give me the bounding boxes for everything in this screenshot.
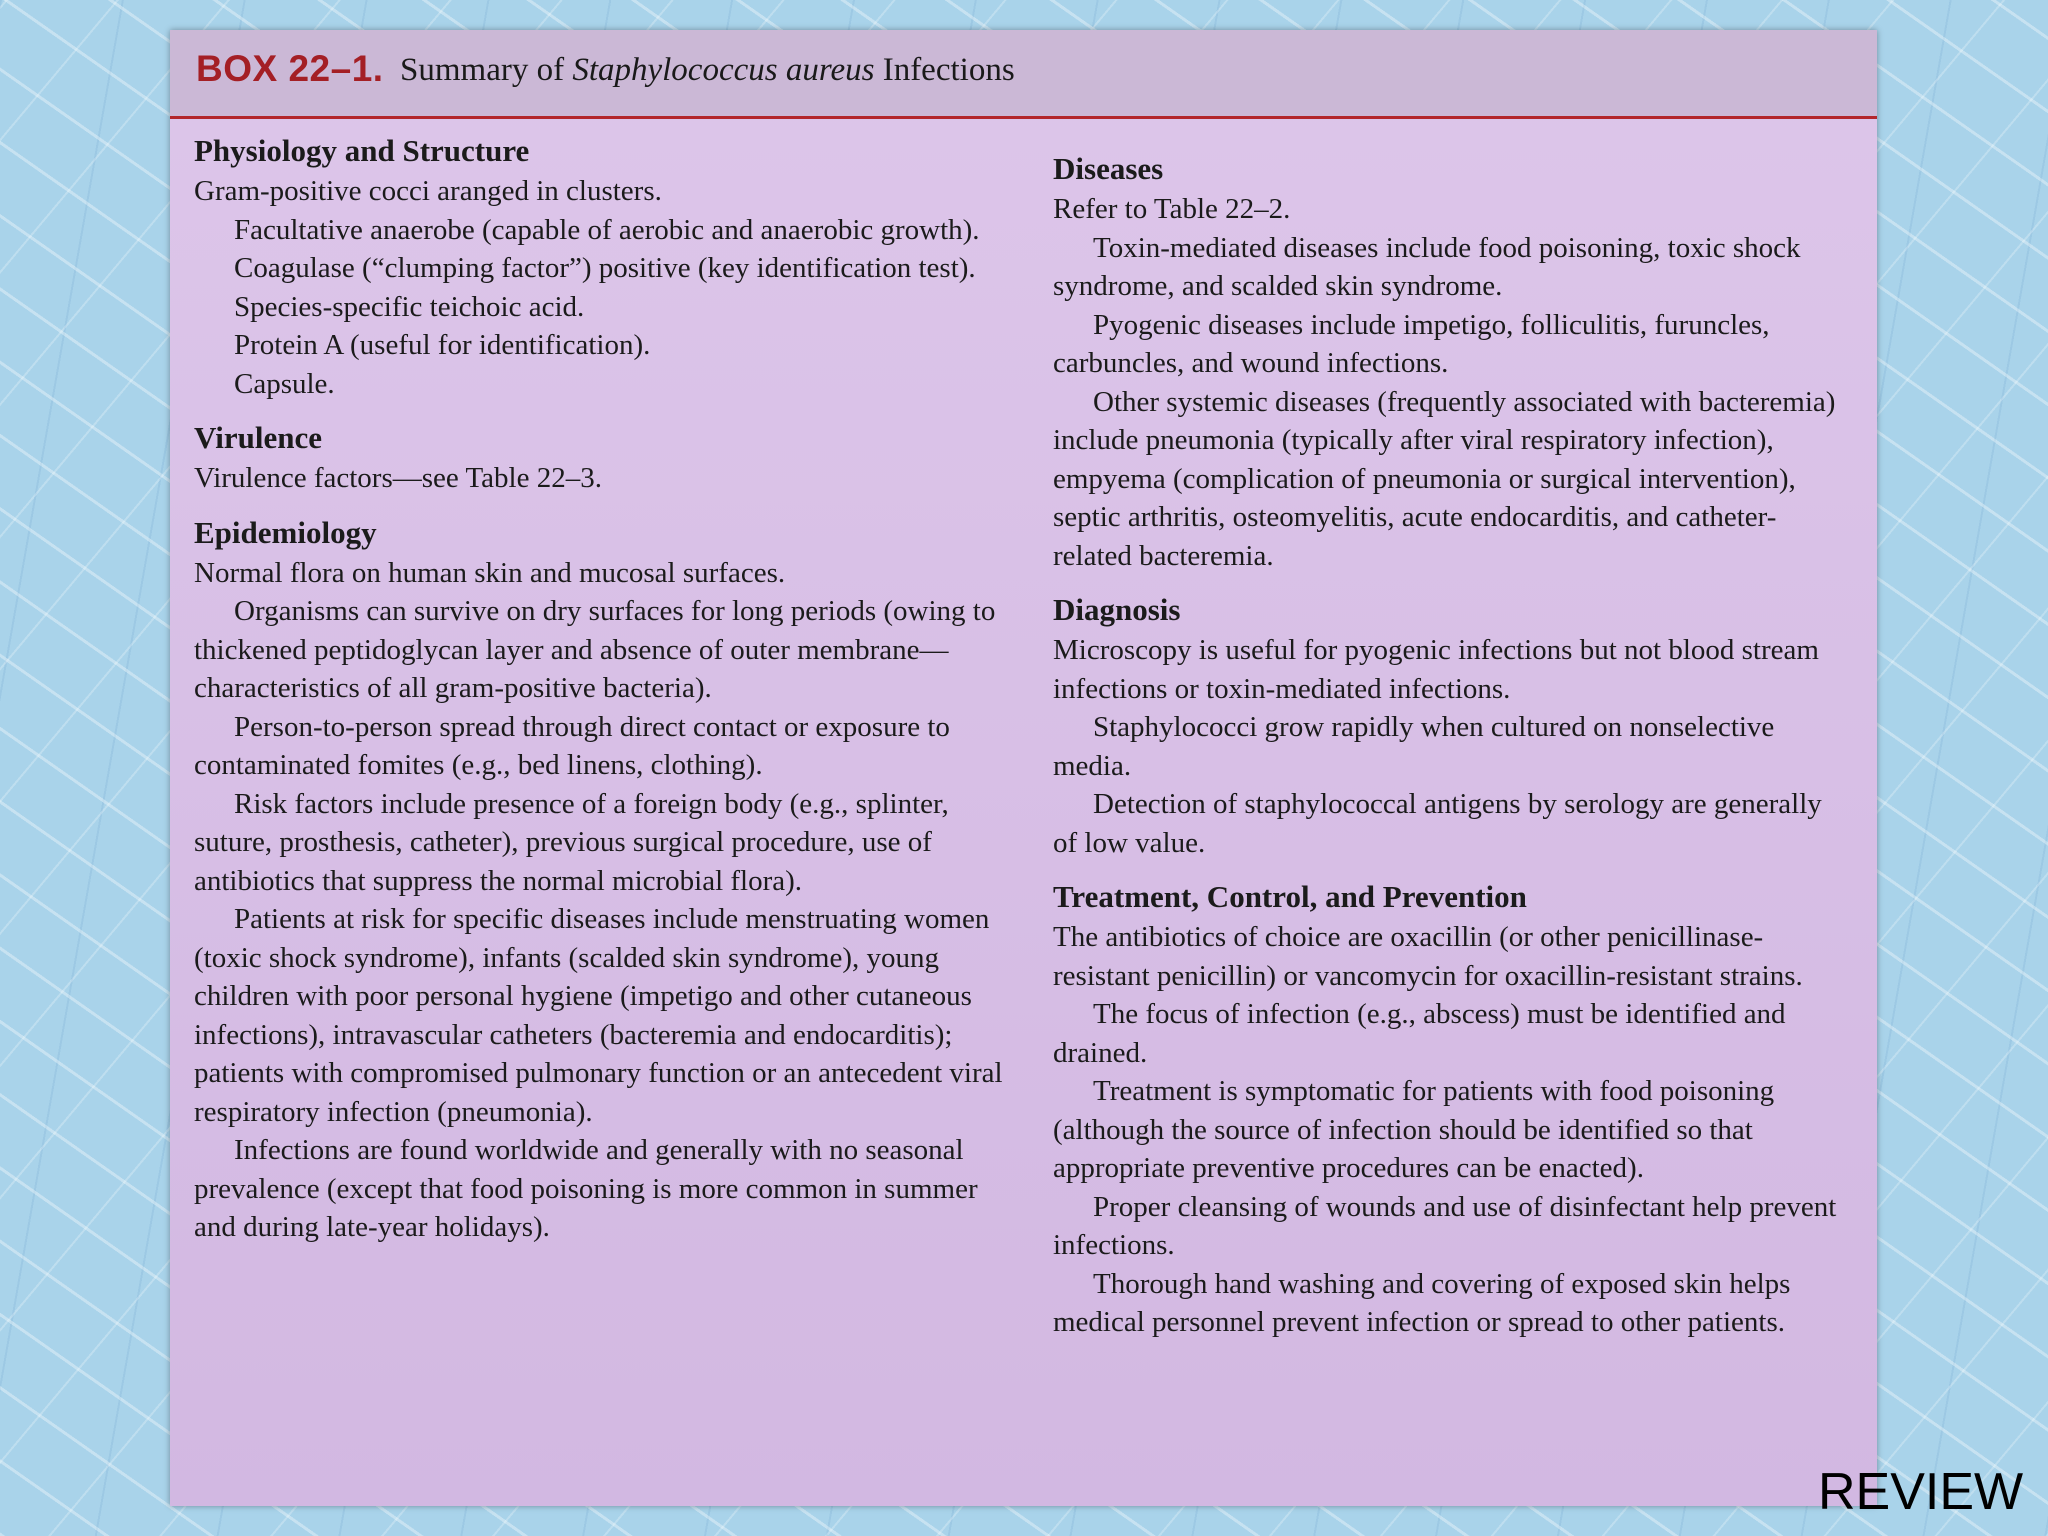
left-column	[194, 130, 1014, 1247]
section-heading: Treatment, Control, and Prevention	[1053, 879, 1527, 914]
section-diseases	[1053, 148, 1853, 575]
paragraph: Toxin-mediated diseases include food poisoning, toxic shock syndrome, and scalded skin syndrome.	[1053, 231, 1801, 302]
header-divider	[170, 116, 1877, 119]
paragraph: Detection of staphylococcal antigens by serology are generally of low value.	[1053, 788, 1822, 859]
box-header	[170, 30, 1877, 118]
box-title	[400, 52, 1015, 89]
paragraph: Protein A (useful for identification).	[234, 329, 651, 361]
paragraph: Other systemic diseases (frequently associated with bacteremia) include pneumonia (typically after viral respiratory infection), empyema (complication of pneumonia or surgical intervention), septic arthritis, osteomyelitis, acute endocarditis, and catheter-related bacteremia.	[1053, 385, 1836, 572]
paragraph: The antibiotics of choice are oxacillin (or other penicillinase-resistant penicillin) or vancomycin for oxacillin-resistant strains.	[1053, 921, 1803, 992]
section-diagnosis	[1053, 589, 1853, 862]
paragraph: Gram-positive cocci aranged in clusters.	[194, 175, 662, 207]
box-title-suffix: Infections	[874, 52, 1015, 88]
paragraph: Capsule.	[234, 367, 335, 400]
textbook-page	[170, 30, 1877, 1506]
paragraph: Virulence factors—see Table 22–3.	[194, 462, 602, 494]
review-label: REVIEW	[1818, 1463, 2024, 1521]
section-virulence	[194, 417, 1014, 498]
paragraph: Proper cleansing of wounds and use of disinfectant help prevent infections.	[1053, 1190, 1837, 1261]
paragraph: Thorough hand washing and covering of exposed skin helps medical personnel prevent infection or spread to other patients.	[1053, 1267, 1791, 1338]
paragraph: Person-to-person spread through direct contact or exposure to contaminated fomites (e.g., bed linens, clothing).	[194, 710, 950, 781]
paragraph: The focus of infection (e.g., abscess) must be identified and drained.	[1053, 998, 1786, 1069]
paragraph: Risk factors include presence of a foreign body (e.g., splinter, suture, prosthesis, catheter), previous surgical procedure, use of antibiotics that suppress the normal microbial flora).	[194, 787, 949, 897]
paragraph: Facultative anaerobe (capable of aerobic and anaerobic growth).	[234, 213, 980, 246]
paragraph: Pyogenic diseases include impetigo, folliculitis, furuncles, carbuncles, and wound infections.	[1053, 308, 1770, 379]
section-heading: Epidemiology	[194, 514, 377, 550]
paragraph: Refer to Table 22–2.	[1053, 193, 1291, 225]
section-heading: Diseases	[1053, 151, 1164, 186]
paragraph: Species-specific teichoic acid.	[234, 290, 585, 323]
paragraph: Coagulase (“clumping factor”) positive (key identification test).	[234, 252, 976, 284]
box-title-organism: Staphylococcus aureus	[572, 52, 875, 88]
section-physiology	[194, 130, 1014, 403]
paragraph: Patients at risk for specific diseases include menstruating women (toxic shock syndrome), infants (scalded skin syndrome), young children with poor personal hygiene (impetigo and other cutaneous infections), intravascular catheters (bacteremia and endocarditis); patients with compromised pulmonary function or an antecedent viral respiratory infection (pneumonia).	[194, 903, 1003, 1128]
section-treatment	[1053, 876, 1853, 1342]
section-epidemiology	[194, 512, 1014, 1247]
box-label: BOX 22–1.	[196, 48, 384, 89]
section-heading: Physiology and Structure	[194, 133, 530, 168]
box-title-prefix: Summary of	[400, 52, 573, 88]
right-column	[1053, 148, 1853, 1342]
paragraph: Microscopy is useful for pyogenic infections but not blood stream infections or toxin-mediated infections.	[1053, 634, 1819, 705]
paragraph: Treatment is symptomatic for patients with food poisoning (although the source of infection should be identified so that appropriate preventive procedures can be enacted).	[1053, 1075, 1775, 1184]
section-heading: Diagnosis	[1053, 592, 1181, 627]
paragraph: Infections are found worldwide and generally with no seasonal prevalence (except that food poisoning is more common in summer and during late-year holidays).	[194, 1134, 978, 1243]
section-heading: Virulence	[194, 420, 322, 455]
paragraph: Normal flora on human skin and mucosal surfaces.	[194, 556, 786, 589]
paragraph: Organisms can survive on dry surfaces for long periods (owing to thickened peptidoglycan layer and absence of outer membrane—characteristics of all gram-positive bacteria).	[194, 595, 996, 704]
paragraph: Staphylococci grow rapidly when cultured on nonselective media.	[1053, 711, 1775, 782]
